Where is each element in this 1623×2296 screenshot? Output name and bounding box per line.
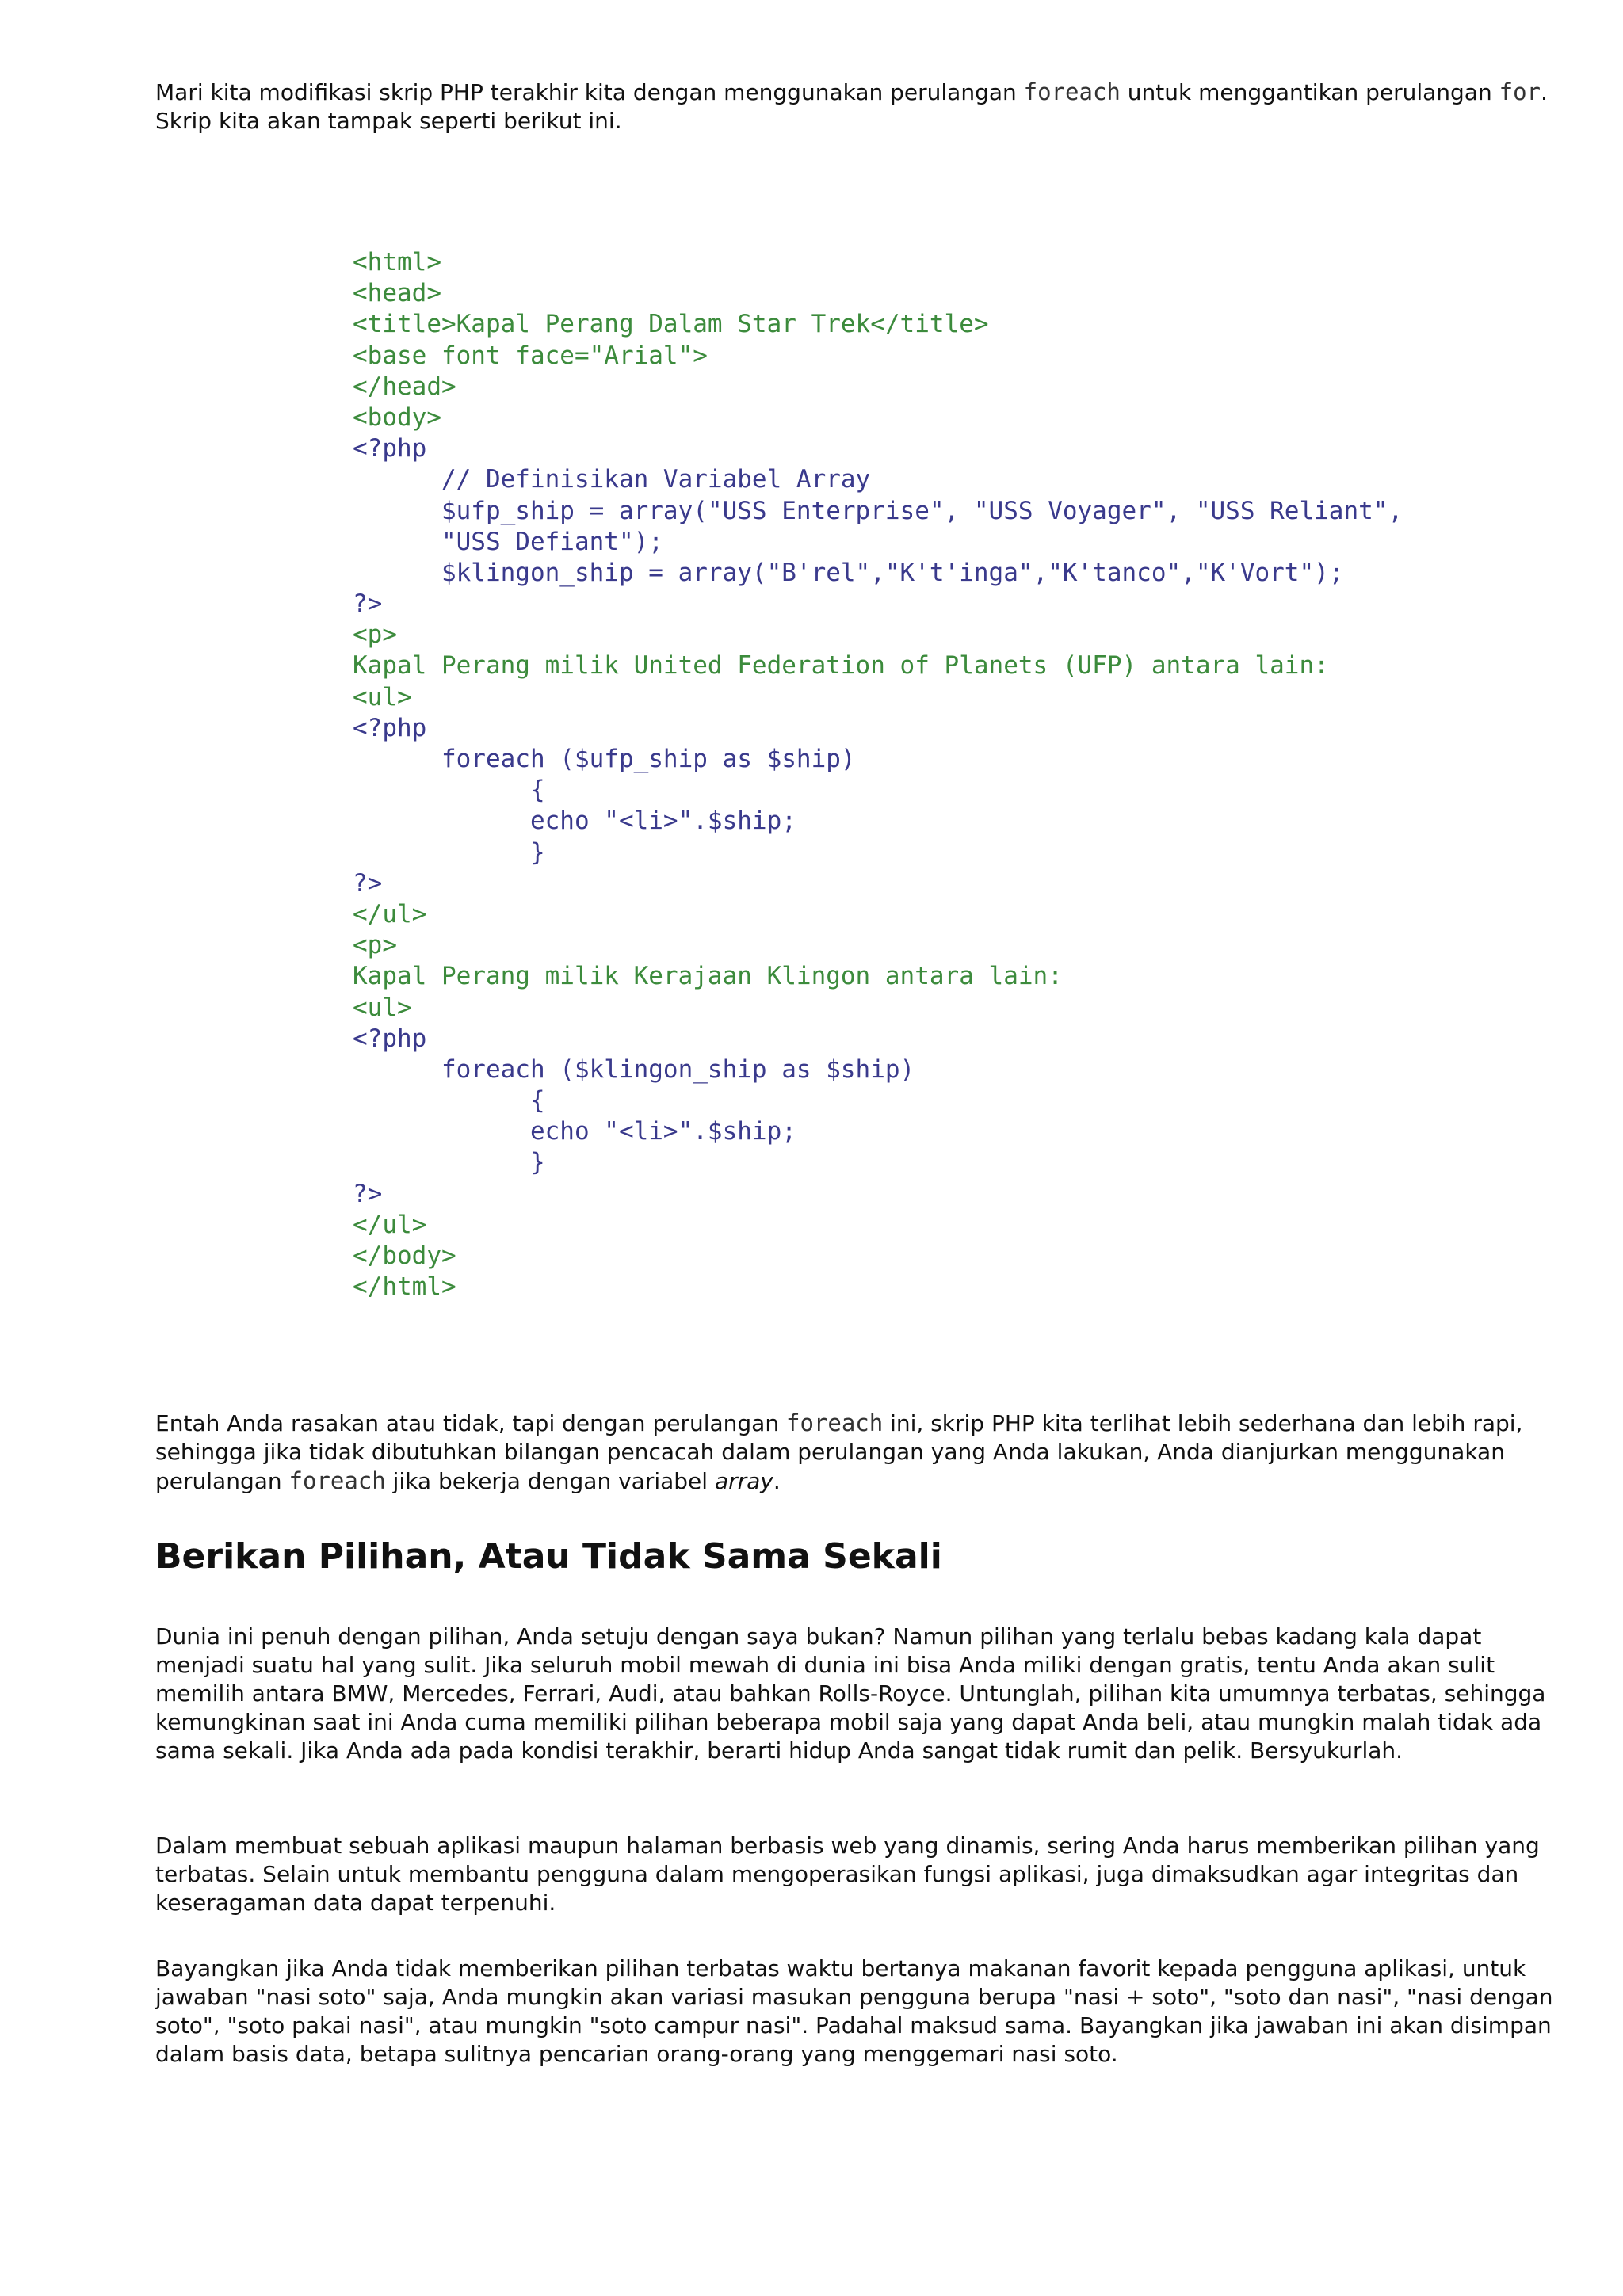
code-line: ?>	[353, 868, 383, 898]
code-line: "USS Defiant");	[353, 527, 663, 556]
code-line: </ul>	[353, 1210, 427, 1239]
after-code-italic: array	[714, 1468, 773, 1494]
code-line: </html>	[353, 1272, 456, 1302]
code-line: ?>	[353, 1179, 383, 1208]
code-line: <title>Kapal Perang Dalam Star Trek</title>	[353, 310, 989, 339]
code-line: }	[353, 837, 545, 867]
code-line: Kapal Perang milik United Federation of Planets (UFP) antara lain:	[353, 651, 1329, 681]
paragraph-2	[155, 1832, 1566, 1917]
paragraph-1	[155, 1623, 1566, 1765]
after-code-text-3: jika bekerja dengan variabel	[385, 1468, 715, 1494]
code-line: <?php	[353, 434, 427, 463]
intro-paragraph	[155, 78, 1566, 135]
code-line: }	[353, 1148, 545, 1177]
code-line: </ul>	[353, 899, 427, 929]
intro-text-1: Mari kita modifikasi skrip PHP terakhir kita dengan menggunakan perulangan	[155, 79, 1024, 105]
code-line: $klingon_ship = array("B'rel","K't'inga","K'tanco","K'Vort");	[353, 558, 1344, 587]
code-line: foreach ($klingon_ship as $ship)	[353, 1055, 915, 1084]
code-line: <body>	[353, 402, 441, 432]
code-line: <head>	[353, 279, 441, 308]
paragraph-2-text: Dalam membuat sebuah aplikasi maupun halaman berbasis web yang dinamis, sering Anda harus memberikan pilihan yang terbatas. Selain untuk membantu pengguna dalam mengoperasikan fungsi aplikasi, juga dimaksudkan agar integritas dan keseragaman data dapat terpenuhi.	[155, 1833, 1540, 1916]
code-line: <base font face="Arial">	[353, 341, 708, 370]
intro-text-2: untuk menggantikan perulangan	[1120, 79, 1499, 105]
after-code-text-4: .	[773, 1468, 781, 1494]
code-line: $ufp_ship = array("USS Enterprise", "USS Voyager", "USS Reliant",	[353, 496, 1403, 525]
after-code-code-1: foreach	[785, 1409, 884, 1436]
intro-code-for: for	[1499, 78, 1541, 105]
code-line: <?php	[353, 1024, 427, 1053]
code-line: <p>	[353, 620, 397, 650]
code-block	[353, 247, 1589, 1302]
intro-text-3: . Skrip kita akan tampak seperti berikut ini.	[155, 79, 1548, 134]
code-line: {	[353, 776, 545, 805]
code-line: echo "<li>".$ship;	[353, 1117, 796, 1146]
section-heading: Berikan Pilihan, Atau Tidak Sama Sekali	[155, 1536, 942, 1577]
code-line: <ul>	[353, 682, 412, 711]
after-code-paragraph	[155, 1409, 1566, 1496]
code-line: <?php	[353, 713, 427, 742]
intro-code-foreach: foreach	[1023, 78, 1121, 105]
code-line: echo "<li>".$ship;	[353, 807, 796, 836]
paragraph-3	[155, 1955, 1566, 2069]
paragraph-1-text: Dunia ini penuh dengan pilihan, Anda setuju dengan saya bukan? Namun pilihan yang terlalu bebas kadang kala dapat menjadi suatu hal yang sulit. Jika seluruh mobil mewah di dunia ini bisa Anda miliki dengan gratis, tentu Anda akan sulit memilih antara BMW, Mercedes, Ferrari, Audi, atau bahkan Rolls-Royce. Untunglah, pilihan kita umumnya terbatas, sehingga kemungkinan saat ini Anda cuma memiliki pilihan beberapa mobil saja yang dapat Anda beli, atau mungkin malah tidak ada sama sekali. Jika Anda ada pada kondisi terakhir, berarti hidup Anda sangat tidak rumit dan pelik. Bersyukurlah.	[155, 1623, 1546, 1764]
code-line: // Definisikan Variabel Array	[353, 465, 871, 494]
code-line: <ul>	[353, 993, 412, 1022]
paragraph-3-text: Bayangkan jika Anda tidak memberikan pilihan terbatas waktu bertanya makanan favorit kepada pengguna aplikasi, untuk jawaban "nasi soto" saja, Anda mungkin akan variasi masukan pengguna berupa "nasi + soto", "soto dan nasi", "nasi dengan soto", "soto pakai nasi", atau mungkin "soto campur nasi". Padahal maksud sama. Bayangkan jika jawaban ini akan disimpan dalam basis data, betapa sulitnya pencarian orang-orang yang menggemari nasi soto.	[155, 1955, 1553, 2067]
code-line: <p>	[353, 931, 397, 960]
code-line: Kapal Perang milik Kerajaan Klingon antara lain:	[353, 962, 1063, 991]
after-code-text-1: Entah Anda rasakan atau tidak, tapi dengan perulangan	[155, 1410, 786, 1436]
code-line: {	[353, 1086, 545, 1116]
code-line: </head>	[353, 372, 456, 401]
code-line: foreach ($ufp_ship as $ship)	[353, 745, 856, 773]
after-code-code-2: foreach	[288, 1467, 386, 1494]
code-line: <html>	[353, 248, 441, 277]
code-line: </body>	[353, 1241, 456, 1270]
code-line: ?>	[353, 589, 383, 619]
after-code-text-2: ini, skrip PHP kita terlihat lebih sederhana dan lebih rapi, sehingga jika tidak dibutuhkan bilangan pencacah dalam perulangan yang Anda lakukan, Anda dianjurkan menggunakan perulangan	[155, 1410, 1523, 1494]
